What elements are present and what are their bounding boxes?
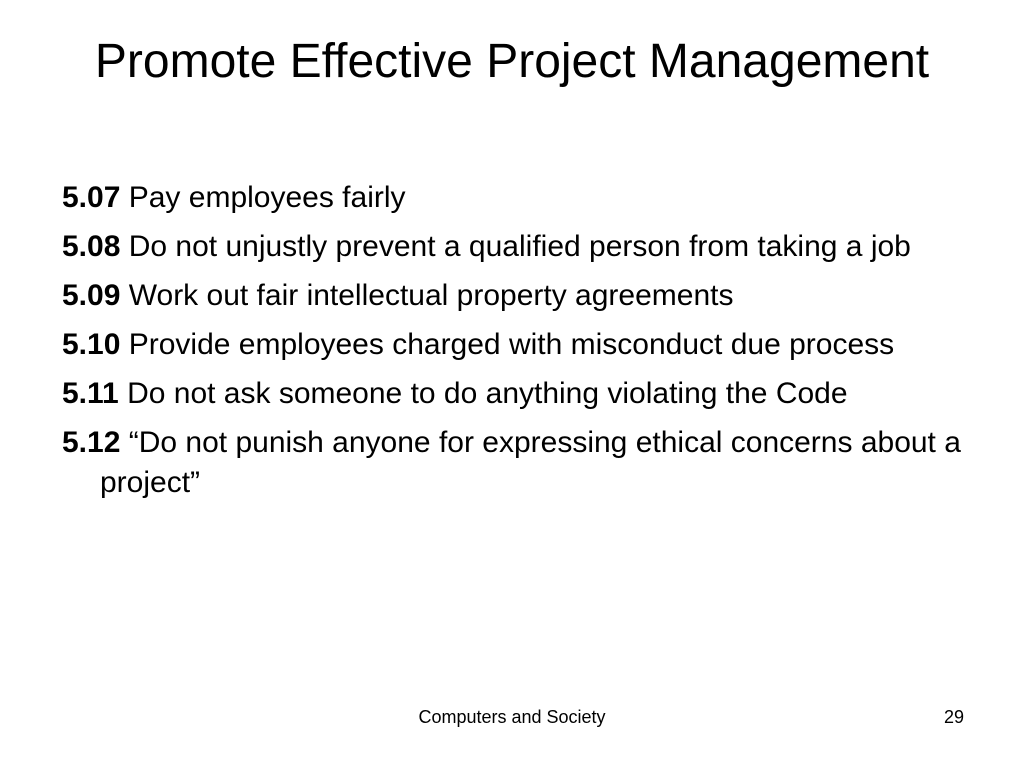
item-number: 5.09 bbox=[62, 279, 121, 312]
footer-course-title: Computers and Society bbox=[418, 707, 606, 727]
item-number: 5.12 bbox=[62, 426, 121, 459]
slide-number: 29 bbox=[943, 707, 964, 727]
list-item bbox=[62, 178, 972, 218]
item-number: 5.07 bbox=[62, 181, 121, 214]
item-number: 5.11 bbox=[62, 377, 119, 410]
item-number: 5.10 bbox=[62, 328, 121, 361]
list-item bbox=[62, 276, 972, 316]
slide-title: Promote Effective Project Management bbox=[94, 35, 930, 88]
item-text: Do not ask someone to do anything violating the Code bbox=[127, 377, 848, 410]
list-item bbox=[62, 325, 972, 365]
item-number: 5.08 bbox=[62, 230, 121, 263]
principles-list bbox=[62, 178, 972, 512]
item-text: “Do not punish anyone for expressing ethical concerns about a project” bbox=[100, 426, 961, 499]
item-text: Pay employees fairly bbox=[128, 181, 406, 214]
list-item bbox=[62, 227, 972, 267]
item-text: Do not unjustly prevent a qualified person from taking a job bbox=[128, 230, 911, 263]
item-text: Provide employees charged with misconduct due process bbox=[128, 328, 895, 361]
list-item bbox=[62, 374, 972, 414]
list-item bbox=[62, 423, 972, 503]
item-text: Work out fair intellectual property agreements bbox=[128, 279, 734, 312]
